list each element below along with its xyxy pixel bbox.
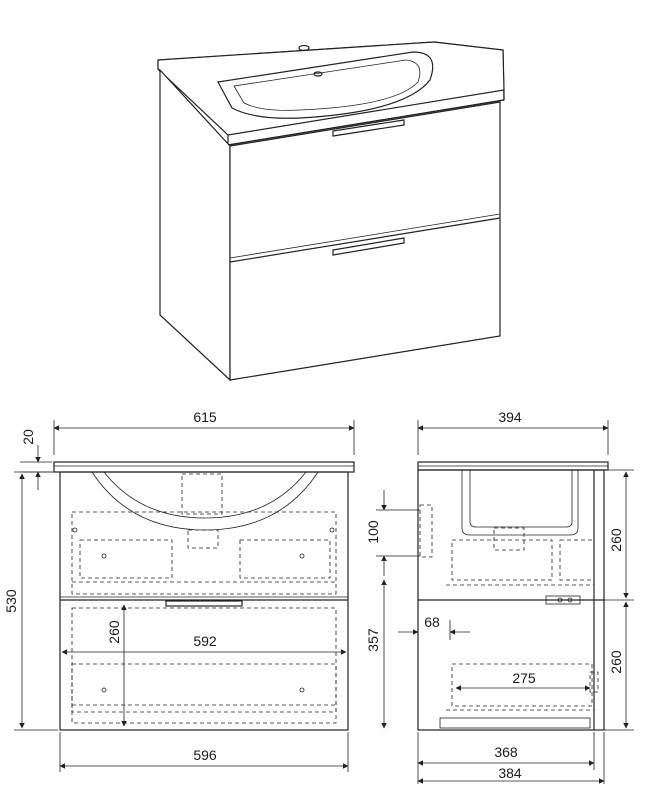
dim-front-inner-width: 592 bbox=[193, 633, 217, 649]
side-view bbox=[365, 409, 634, 784]
dim-front-drawer-height: 260 bbox=[106, 620, 122, 644]
dim-front-bottom-width: 596 bbox=[193, 747, 217, 763]
dim-side-siphon-offset: 100 bbox=[365, 520, 381, 544]
dim-front-top-width: 615 bbox=[193, 409, 217, 425]
dim-front-total-height: 530 bbox=[3, 589, 19, 613]
dim-side-lower-drawer-height: 260 bbox=[608, 650, 624, 674]
dim-side-inner-depth: 368 bbox=[494, 744, 518, 760]
front-view bbox=[3, 409, 354, 772]
dim-side-bottom-depth: 384 bbox=[498, 765, 522, 781]
dim-side-lower-section-height: 357 bbox=[365, 628, 381, 652]
perspective-view bbox=[158, 42, 504, 380]
dim-side-upper-drawer-height: 260 bbox=[608, 528, 624, 552]
dim-side-top-depth: 394 bbox=[498, 409, 522, 425]
dim-side-handle-offset: 68 bbox=[424, 614, 440, 630]
dim-side-drawer-depth: 275 bbox=[512, 670, 536, 686]
dim-front-top-thickness: 20 bbox=[20, 429, 36, 445]
